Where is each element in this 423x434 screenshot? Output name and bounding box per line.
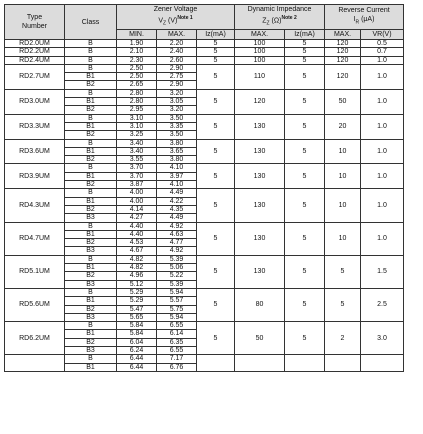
zener-min-cell: 4.82: [117, 255, 157, 263]
impedance-iz-cell: 5: [285, 288, 325, 321]
zener-min-cell: 4.67: [117, 247, 157, 255]
zener-max-cell: 4.10: [157, 164, 197, 172]
type-number-cell: RD3.9UM: [5, 164, 65, 189]
zener-min-cell: 3.40: [117, 147, 157, 155]
zener-min-cell: 3.87: [117, 181, 157, 189]
subheader-reverse-vr: VR(V): [361, 30, 404, 40]
zener-max-cell: 6.14: [157, 330, 197, 338]
class-cell: B: [65, 48, 117, 56]
subheader-zener-min: MIN.: [117, 30, 157, 40]
reverse-vr-cell: 1.0: [361, 222, 404, 255]
zener-min-cell: 5.47: [117, 305, 157, 313]
class-cell: B: [65, 114, 117, 122]
zener-max-cell: 3.50: [157, 114, 197, 122]
zener-max-cell: 3.80: [157, 156, 197, 164]
class-cell: B1: [65, 230, 117, 238]
zener-min-cell: 6.04: [117, 338, 157, 346]
type-number-cell: RD5.6UM: [5, 288, 65, 321]
zener-max-cell: 4.63: [157, 230, 197, 238]
zener-max-cell: 6.55: [157, 322, 197, 330]
zener-max-cell: 3.20: [157, 106, 197, 114]
impedance-max-cell: 130: [235, 139, 285, 164]
zener-max-cell: 3.50: [157, 131, 197, 139]
type-number-cell: RD3.6UM: [5, 139, 65, 164]
impedance-iz-cell: 5: [285, 139, 325, 164]
impedance-iz-cell: 5: [285, 255, 325, 288]
reverse-vr-cell: 2.5: [361, 288, 404, 321]
zener-iz-cell: [197, 355, 235, 372]
class-cell: B1: [65, 363, 117, 371]
impedance-max-cell: 110: [235, 64, 285, 89]
class-cell: B1: [65, 73, 117, 81]
zener-max-cell: 4.22: [157, 197, 197, 205]
zener-min-cell: 3.25: [117, 131, 157, 139]
zener-min-cell: 5.12: [117, 280, 157, 288]
impedance-iz-cell: 5: [285, 56, 325, 64]
zener-max-cell: 5.94: [157, 313, 197, 321]
zener-min-cell: 3.70: [117, 164, 157, 172]
header-zener-voltage: Zener Voltage $V_Z$ (V)$^{Note 1}$: [117, 5, 235, 30]
zener-min-cell: 6.24: [117, 346, 157, 354]
impedance-max-cell: 50: [235, 322, 285, 355]
zener-max-cell: 5.57: [157, 297, 197, 305]
zener-max-cell: 4.35: [157, 205, 197, 213]
class-cell: B3: [65, 346, 117, 354]
zener-min-cell: 3.10: [117, 114, 157, 122]
zener-min-cell: 2.80: [117, 98, 157, 106]
reverse-max-cell: 5: [325, 288, 361, 321]
class-cell: B1: [65, 330, 117, 338]
zener-min-cell: 6.44: [117, 355, 157, 363]
zener-max-cell: 3.80: [157, 139, 197, 147]
class-cell: B: [65, 222, 117, 230]
table-row: [5, 322, 404, 330]
class-cell: B: [65, 56, 117, 64]
zener-max-cell: 2.75: [157, 73, 197, 81]
zener-iz-cell: 5: [197, 222, 235, 255]
impedance-iz-cell: 5: [285, 64, 325, 89]
table-row: [5, 56, 404, 64]
zener-min-cell: 2.50: [117, 64, 157, 72]
reverse-vr-cell: 1.0: [361, 114, 404, 139]
reverse-vr-cell: 1.0: [361, 189, 404, 222]
zener-max-cell: 5.39: [157, 255, 197, 263]
zener-iz-cell: 5: [197, 139, 235, 164]
class-cell: B2: [65, 81, 117, 89]
zener-min-cell: 6.44: [117, 363, 157, 371]
reverse-vr-cell: 0.7: [361, 48, 404, 56]
class-cell: B2: [65, 181, 117, 189]
table-row: [5, 222, 404, 230]
zener-max-cell: 2.90: [157, 64, 197, 72]
reverse-vr-cell: 1.0: [361, 139, 404, 164]
class-cell: B2: [65, 131, 117, 139]
impedance-iz-cell: [285, 355, 325, 372]
table-row: [5, 89, 404, 97]
type-number-cell: RD3.3UM: [5, 114, 65, 139]
class-cell: B1: [65, 122, 117, 130]
impedance-max-cell: 120: [235, 89, 285, 114]
reverse-max-cell: 10: [325, 139, 361, 164]
class-cell: B: [65, 189, 117, 197]
zener-max-cell: 4.77: [157, 239, 197, 247]
class-cell: B3: [65, 313, 117, 321]
reverse-vr-cell: [361, 355, 404, 372]
zener-max-cell: 3.35: [157, 122, 197, 130]
class-cell: B: [65, 64, 117, 72]
reverse-max-cell: 120: [325, 56, 361, 64]
zener-max-cell: 4.49: [157, 189, 197, 197]
class-cell: B2: [65, 205, 117, 213]
subheader-zener-max: MAX.: [157, 30, 197, 40]
reverse-vr-cell: 1.0: [361, 164, 404, 189]
zener-max-cell: 2.40: [157, 48, 197, 56]
zener-min-cell: 3.70: [117, 172, 157, 180]
type-number-cell: [5, 355, 65, 372]
impedance-max-cell: 130: [235, 222, 285, 255]
impedance-max-cell: 100: [235, 40, 285, 48]
impedance-max-cell: 80: [235, 288, 285, 321]
zener-max-cell: 3.20: [157, 89, 197, 97]
zener-max-cell: 4.49: [157, 214, 197, 222]
reverse-max-cell: 120: [325, 40, 361, 48]
reverse-vr-cell: 1.0: [361, 56, 404, 64]
impedance-iz-cell: 5: [285, 164, 325, 189]
class-cell: B2: [65, 156, 117, 164]
class-cell: B2: [65, 239, 117, 247]
zener-min-cell: 5.29: [117, 288, 157, 296]
zener-iz-cell: 5: [197, 189, 235, 222]
class-cell: B: [65, 89, 117, 97]
class-cell: B2: [65, 106, 117, 114]
zener-max-cell: 6.76: [157, 363, 197, 371]
class-cell: B: [65, 322, 117, 330]
table-row: [5, 40, 404, 48]
zener-iz-cell: 5: [197, 255, 235, 288]
class-cell: B1: [65, 297, 117, 305]
class-cell: B2: [65, 338, 117, 346]
type-number-cell: RD2.4UM: [5, 56, 65, 64]
zener-max-cell: 3.97: [157, 172, 197, 180]
type-number-cell: RD3.0UM: [5, 89, 65, 114]
class-cell: B: [65, 255, 117, 263]
class-cell: B3: [65, 247, 117, 255]
zener-max-cell: 6.55: [157, 346, 197, 354]
impedance-iz-cell: 5: [285, 89, 325, 114]
zener-min-cell: 2.50: [117, 73, 157, 81]
class-cell: B: [65, 164, 117, 172]
class-cell: B: [65, 139, 117, 147]
table-row: [5, 355, 404, 363]
zener-max-cell: 7.17: [157, 355, 197, 363]
zener-min-cell: 5.65: [117, 313, 157, 321]
zener-min-cell: 1.90: [117, 40, 157, 48]
zener-min-cell: 2.30: [117, 56, 157, 64]
zener-iz-cell: 5: [197, 164, 235, 189]
zener-max-cell: 4.92: [157, 222, 197, 230]
table-row: [5, 189, 404, 197]
impedance-iz-cell: 5: [285, 40, 325, 48]
reverse-max-cell: 10: [325, 164, 361, 189]
zener-min-cell: 3.55: [117, 156, 157, 164]
table-row: [5, 64, 404, 72]
datasheet-table-container: [4, 4, 404, 372]
reverse-max-cell: 10: [325, 222, 361, 255]
zener-iz-cell: 5: [197, 64, 235, 89]
zener-min-cell: 4.00: [117, 189, 157, 197]
reverse-max-cell: 50: [325, 89, 361, 114]
zener-iz-cell: 5: [197, 89, 235, 114]
zener-min-cell: 2.10: [117, 48, 157, 56]
zener-min-cell: 4.00: [117, 197, 157, 205]
class-cell: B: [65, 288, 117, 296]
class-cell: B2: [65, 305, 117, 313]
class-cell: B1: [65, 98, 117, 106]
type-number-cell: RD6.2UM: [5, 322, 65, 355]
subheader-zener-iz: Iz(mA): [197, 30, 235, 40]
impedance-max-cell: 100: [235, 48, 285, 56]
zener-iz-cell: 5: [197, 56, 235, 64]
table-row: [5, 255, 404, 263]
zener-min-cell: 4.96: [117, 272, 157, 280]
reverse-vr-cell: 1.5: [361, 255, 404, 288]
class-cell: B1: [65, 264, 117, 272]
zener-min-cell: 3.40: [117, 139, 157, 147]
zener-max-cell: 5.75: [157, 305, 197, 313]
zener-max-cell: 5.39: [157, 280, 197, 288]
reverse-max-cell: 2: [325, 322, 361, 355]
class-cell: B1: [65, 147, 117, 155]
reverse-max-cell: 5: [325, 255, 361, 288]
zener-min-cell: 5.84: [117, 322, 157, 330]
class-cell: B: [65, 40, 117, 48]
subheader-impedance-iz: Iz(mA): [285, 30, 325, 40]
table-row: [5, 48, 404, 56]
zener-max-cell: 5.06: [157, 264, 197, 272]
type-number-cell: RD2.7UM: [5, 64, 65, 89]
zener-min-cell: 4.14: [117, 205, 157, 213]
reverse-max-cell: 20: [325, 114, 361, 139]
table-row: [5, 164, 404, 172]
header-class: Class: [65, 5, 117, 40]
type-number-cell: RD4.3UM: [5, 189, 65, 222]
class-cell: B1: [65, 197, 117, 205]
impedance-max-cell: 130: [235, 189, 285, 222]
zener-min-cell: 2.65: [117, 81, 157, 89]
reverse-max-cell: 120: [325, 48, 361, 56]
impedance-max-cell: 130: [235, 255, 285, 288]
zener-min-cell: 4.82: [117, 264, 157, 272]
spec-table-body: [5, 40, 404, 372]
class-cell: B1: [65, 172, 117, 180]
zener-min-cell: 5.29: [117, 297, 157, 305]
header-type-number: Type Number: [5, 5, 65, 40]
reverse-vr-cell: 0.5: [361, 40, 404, 48]
zener-min-cell: 2.95: [117, 106, 157, 114]
zener-min-cell: 4.40: [117, 222, 157, 230]
type-number-cell: RD2.0UM: [5, 40, 65, 48]
class-cell: B3: [65, 214, 117, 222]
reverse-max-cell: [325, 355, 361, 372]
impedance-max-cell: 100: [235, 56, 285, 64]
impedance-iz-cell: 5: [285, 48, 325, 56]
class-cell: B2: [65, 272, 117, 280]
reverse-max-cell: 120: [325, 64, 361, 89]
table-row: [5, 114, 404, 122]
zener-max-cell: 5.22: [157, 272, 197, 280]
impedance-max-cell: 130: [235, 114, 285, 139]
header-dynamic-impedance: Dynamic Impedance $Z_Z$ (Ω)$^{Note 2}$: [235, 5, 325, 30]
impedance-iz-cell: 5: [285, 222, 325, 255]
reverse-vr-cell: 1.0: [361, 89, 404, 114]
zener-max-cell: 2.20: [157, 40, 197, 48]
zener-max-cell: 6.35: [157, 338, 197, 346]
zener-min-cell: 4.53: [117, 239, 157, 247]
subheader-impedance-max: MAX.: [235, 30, 285, 40]
zener-max-cell: 3.65: [157, 147, 197, 155]
impedance-iz-cell: 5: [285, 114, 325, 139]
zener-min-cell: 4.27: [117, 214, 157, 222]
zener-max-cell: 2.60: [157, 56, 197, 64]
zener-max-cell: 4.10: [157, 181, 197, 189]
zener-max-cell: 2.90: [157, 81, 197, 89]
reverse-max-cell: 10: [325, 189, 361, 222]
subheader-reverse-max: MAX.: [325, 30, 361, 40]
zener-iz-cell: 5: [197, 48, 235, 56]
reverse-vr-cell: 1.0: [361, 64, 404, 89]
zener-diode-spec-table: [4, 4, 404, 372]
reverse-vr-cell: 3.0: [361, 322, 404, 355]
impedance-iz-cell: 5: [285, 322, 325, 355]
zener-iz-cell: 5: [197, 322, 235, 355]
zener-min-cell: 3.10: [117, 122, 157, 130]
zener-max-cell: 5.94: [157, 288, 197, 296]
class-cell: B: [65, 355, 117, 363]
impedance-max-cell: [235, 355, 285, 372]
type-number-cell: RD2.2UM: [5, 48, 65, 56]
zener-max-cell: 3.05: [157, 98, 197, 106]
table-row: [5, 288, 404, 296]
zener-max-cell: 4.92: [157, 247, 197, 255]
type-number-cell: RD5.1UM: [5, 255, 65, 288]
impedance-max-cell: 130: [235, 164, 285, 189]
zener-iz-cell: 5: [197, 288, 235, 321]
impedance-iz-cell: 5: [285, 189, 325, 222]
zener-min-cell: 4.40: [117, 230, 157, 238]
zener-iz-cell: 5: [197, 114, 235, 139]
zener-min-cell: 5.84: [117, 330, 157, 338]
header-reverse-current: Reverse Current $I_R$ (μA): [325, 5, 404, 30]
zener-iz-cell: 5: [197, 40, 235, 48]
type-number-cell: RD4.7UM: [5, 222, 65, 255]
zener-min-cell: 2.80: [117, 89, 157, 97]
class-cell: B3: [65, 280, 117, 288]
table-row: [5, 139, 404, 147]
